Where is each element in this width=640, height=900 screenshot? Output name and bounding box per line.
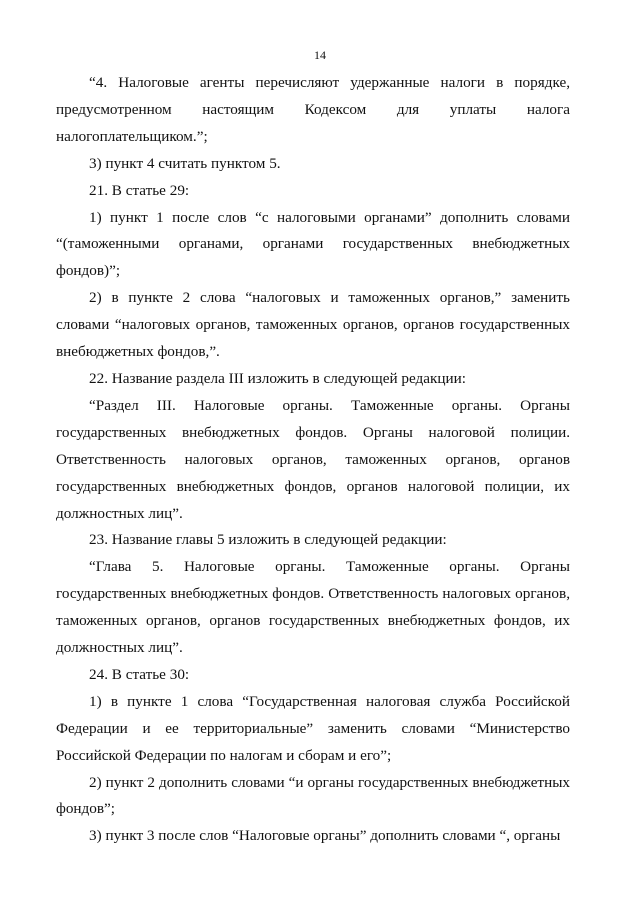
paragraph-item-3-renumber: 3) пункт 4 считать пунктом 5. [89,154,281,172]
paragraph-section-3-title-text: “Раздел III. Налоговые органы. Таможенные органы. Органы государственных внебюджетных фондов. Органы налоговой полиции. Ответственность налоговых органов, таможенных органов, органов государственных внебюджетных фондов, органов налоговой полиции, их должностных лиц”. [56,396,570,522]
paragraph-chapter-5-title-text: “Глава 5. Налоговые органы. Таможенные органы. Органы государственных внебюджетных фондов. Ответственность налоговых органов, таможенных органов, органов государственных внебюджетных фондов, их должностных лиц”. [56,558,570,657]
paragraph-article-29-item-1: 1) пункт 1 после слов “с налоговыми органами” дополнить словами “(таможенными органами, органами государственных внебюджетных фондов)”; [56,208,570,280]
document-body [56,70,570,850]
paragraph-article-30-item-2: 2) пункт 2 дополнить словами “и органы государственных внебюджетных фондов”; [56,773,570,818]
paragraph-agents-transfer: “4. Налоговые агенты перечисляют удержанные налоги в порядке, предусмотренном настоящим Кодексом для уплаты налога налогоплательщиком.”; [56,74,570,145]
paragraph-article-30-heading: 24. В статье 30: [89,665,190,683]
paragraph-article-30-item-3: 3) пункт 3 после слов “Налоговые органы” дополнить словами “, органы [89,827,561,845]
page-number: 14 [314,48,326,62]
paragraph-article-29-heading: 21. В статье 29: [89,181,190,199]
paragraph-section-3-title-heading: 22. Название раздела III изложить в следующей редакции: [89,369,466,387]
paragraph-article-30-item-1: 1) в пункте 1 слова “Государственная налоговая служба Российской Федерации и ее территориальные” заменить словами “Министерство Российской Федерации по налогам и сборам и его”; [56,692,570,764]
paragraph-article-29-item-2: 2) в пункте 2 слова “налоговых и таможенных органов,” заменить словами “налоговых органов, таможенных органов, органов государственных внебюджетных фондов,”. [56,289,570,361]
paragraph-chapter-5-title-heading: 23. Название главы 5 изложить в следующей редакции: [89,531,447,549]
